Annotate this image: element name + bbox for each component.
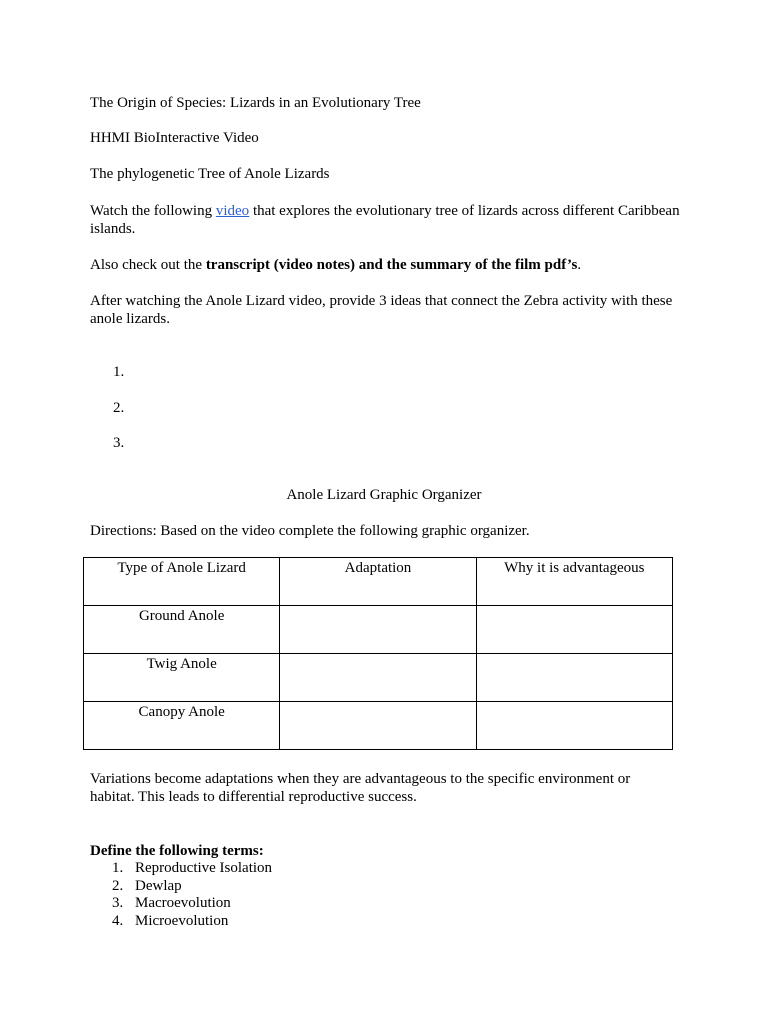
also-text-after: . <box>577 257 582 273</box>
list-item: 4. Microevolution <box>112 912 229 929</box>
advantage-cell[interactable] <box>476 654 672 702</box>
section-title: The phylogenetic Tree of Anole Lizards <box>90 166 330 182</box>
terms-list <box>112 860 272 930</box>
lizard-type-cell: Ground Anole <box>84 606 280 654</box>
idea-number: 3. <box>113 435 125 451</box>
list-item: 2. Dewlap <box>112 877 182 894</box>
variations-paragraph: Variations become adaptations when they are advantageous to the specific environment or habitat. This leads to differential reproductive success. <box>90 771 631 805</box>
video-link[interactable]: video <box>215 203 250 219</box>
lizard-type-cell: Canopy Anole <box>84 702 280 750</box>
idea-number: 1. <box>113 364 125 380</box>
directions-text: Directions: Based on the video complete the following graphic organizer. <box>90 523 530 539</box>
document-title: The Origin of Species: Lizards in an Evolutionary Tree <box>90 95 421 111</box>
advantage-cell[interactable] <box>476 606 672 654</box>
video-source: HHMI BioInteractive Video <box>90 130 259 146</box>
lizard-type-cell: Twig Anole <box>84 654 280 702</box>
table-header-cell: Type of Anole Lizard <box>84 558 280 606</box>
table-row <box>84 606 673 654</box>
table-header-cell: Why it is advantageous <box>476 558 672 606</box>
advantage-cell[interactable] <box>476 702 672 750</box>
instructions-paragraph: After watching the Anole Lizard video, provide 3 ideas that connect the Zebra activity with these anole lizards. <box>90 293 673 327</box>
watch-paragraph <box>90 202 690 238</box>
watch-text-before: Watch the following <box>90 203 216 219</box>
table-row <box>84 654 673 702</box>
list-item: 1. Reproductive Isolation <box>112 860 273 876</box>
table-row <box>84 702 673 750</box>
list-item: 3. Macroevolution <box>112 895 231 911</box>
define-heading: Define the following terms: <box>90 843 264 859</box>
adaptation-cell[interactable] <box>280 654 476 702</box>
table-header-row <box>84 558 673 606</box>
adaptation-cell[interactable] <box>280 606 476 654</box>
also-text-bold: transcript (video notes) and the summary of the film pdf’s <box>205 257 578 273</box>
watch-text-after: that explores the evolutionary tree of lizards across different Caribbean islands. <box>90 203 680 237</box>
also-paragraph <box>90 256 581 274</box>
organizer-title: Anole Lizard Graphic Organizer <box>286 487 482 503</box>
graphic-organizer-table <box>83 557 673 750</box>
idea-number: 2. <box>113 400 125 416</box>
adaptation-cell[interactable] <box>280 702 476 750</box>
also-text-before: Also check out the <box>90 257 206 273</box>
table-header-cell: Adaptation <box>280 558 476 606</box>
